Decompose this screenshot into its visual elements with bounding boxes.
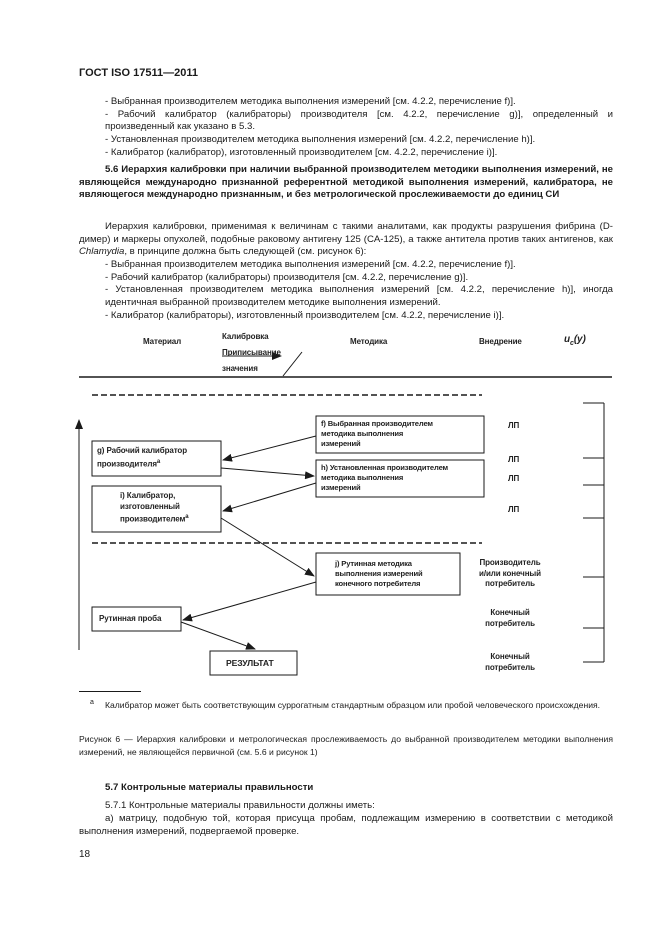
- col-implementation: Внедрение: [479, 337, 522, 346]
- section-5-6-heading: 5.6 Иерархия калибровки при наличии выбранной производителем методики выполнения измерений, не являющейся международно признанной референтной методикой выполнения измерений, калибратора, не являющегося международно признанным, и без метрологической прослеживаемости до единиц СИ: [79, 164, 613, 201]
- list-item: - Калибратор (калибратор), изготовленный производителем [см. 4.2.2, перечисление i)].: [105, 146, 498, 158]
- section-5-7-heading: 5.7 Контрольные материалы правильности: [105, 782, 314, 793]
- page-number: 18: [79, 849, 91, 860]
- impl-end-user: Конечный потребитель: [485, 608, 535, 628]
- list-item: - Выбранная производителем методика выполнения измерений [см. 4.2.2, перечисление f)].: [105, 259, 516, 270]
- impl-lp: ЛП: [508, 455, 520, 464]
- footnote-rule: [79, 691, 141, 692]
- impl-lp: ЛП: [508, 474, 520, 483]
- footnote: $^a$ Калибратор может быть соответствующим суррогатным стандартным образцом или пробой человеческого происхождения.: [90, 699, 601, 710]
- list-item: - Рабочий калибратор (калибраторы) производителя [см. 4.2.2, перечисление g)].: [105, 271, 469, 283]
- list-item: - Выбранная производителем методика выполнения измерений [см. 4.2.2, перечисление f)].: [105, 96, 516, 107]
- document-header: ГОСТ ISO 17511—2011: [79, 67, 198, 79]
- list-item: - Калибратор (калибраторы), изготовленный производителем [см. 4.2.2, перечисление i)].: [105, 309, 505, 321]
- col-calibration: Калибровка: [222, 332, 269, 341]
- box-routine-label: Рутинная проба: [99, 614, 162, 623]
- box-g-label: g) Рабочий калибратор производителя$^a$: [97, 446, 188, 469]
- impl-lp: ЛП: [508, 505, 520, 514]
- list-item: - Установленная производителем методика выполнения измерений [см. 4.2.2, перечисление h)], иногда идентичная выбранной производителем методике выполнения измерений.: [105, 284, 613, 309]
- box-j-label: j) Рутинная методика выполнения измерений конечного потребителя: [335, 559, 423, 588]
- col-uncertainty: $u_c(y)$: [564, 334, 586, 347]
- impl-end-user: Конечный потребитель: [485, 652, 535, 672]
- figure-caption: Рисунок 6 — Иерархия калибровки и метрологическая прослеживаемость до выбранной производителем методики выполнения измерений, не являющейся первичной (см. 5.6 и рисунок 1): [79, 734, 613, 757]
- impl-lp: ЛП: [508, 421, 520, 430]
- impl-manufacturer: Производитель и/или конечный потребитель: [479, 558, 541, 588]
- col-material: Материал: [143, 337, 182, 346]
- col-assignment-2: значения: [222, 364, 258, 373]
- col-assignment: Приписывание: [222, 348, 281, 357]
- section-5-7-p2: а) матрицу, подобную той, которая присуща пробам, подлежащим измерению в соответствии с методикой выполнения измерений, подвергаемой проверке.: [79, 813, 613, 837]
- box-i-label: i) Калибратор, изготовленный производителем$^a$: [120, 491, 189, 524]
- box-h-label: h) Установленная производителем методика выполнения измерений: [321, 463, 449, 492]
- col-method: Методика: [350, 337, 388, 346]
- list-item: - Установленная производителем методика выполнения измерений [см. 4.2.2, перечисление h)].: [105, 134, 536, 146]
- section-5-6-intro: Иерархия калибровки, применимая к величинам с такими аналитами, как продукты разрушения фибрина (D-димер) и маркеры опухолей, подобные раковому антигену 125 (CA-125), а также антитела против таких антигенов, как Chlamydia, в принципе должна быть следующей (см. рисунок 6):: [79, 221, 613, 258]
- header-slash: [283, 352, 302, 376]
- box-f-label: f) Выбранная производителем методика выполнения измерений: [321, 419, 433, 448]
- section-5-7-p1: 5.7.1 Контрольные материалы правильности должны иметь:: [105, 800, 375, 811]
- box-result-label: РЕЗУЛЬТАТ: [226, 658, 274, 668]
- list-item: - Рабочий калибратор (калибраторы) производителя [см. 4.2.2, перечисление g)], определенный и произведенный как указано в 5.3.: [105, 108, 613, 133]
